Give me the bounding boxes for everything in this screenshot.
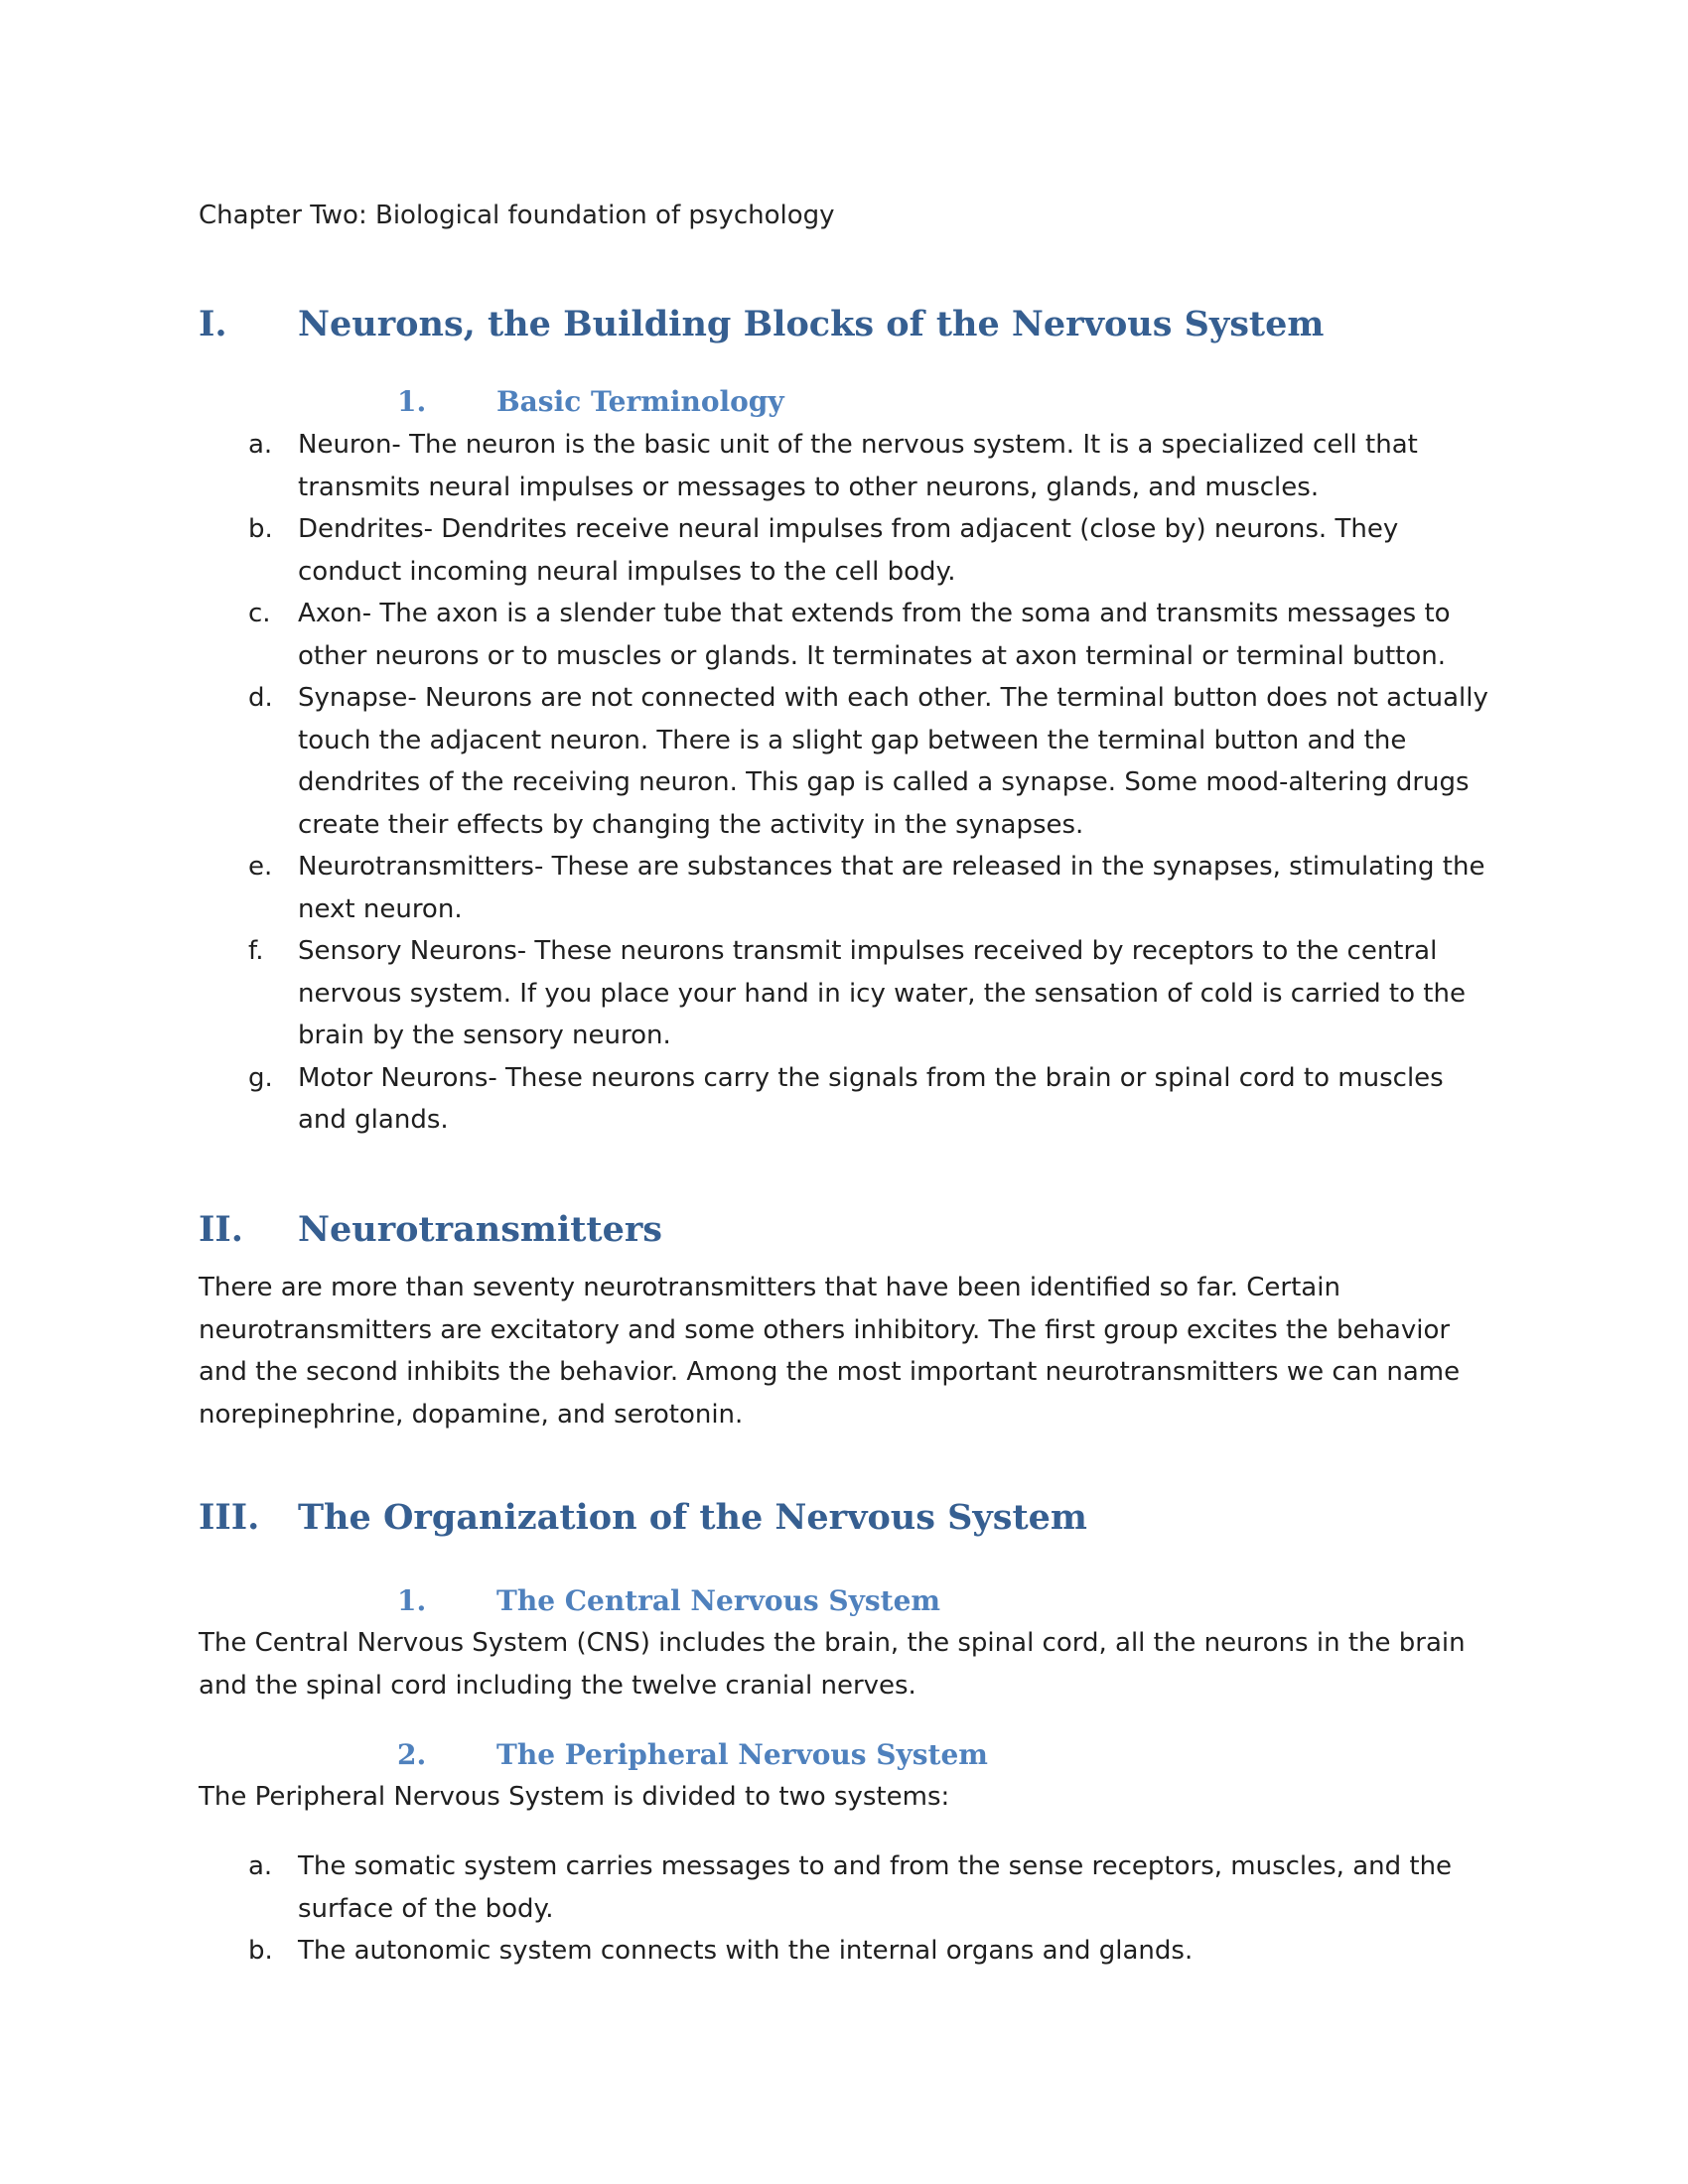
list-item: [199, 930, 1489, 1057]
section-2-title: Neurotransmitters: [298, 1209, 663, 1250]
list-marker: d.: [248, 683, 273, 713]
list-marker: a.: [248, 430, 273, 460]
list-item-text: The somatic system carries messages to and from the sense receptors, muscles, and the surface of the body.: [298, 1851, 1453, 1924]
list-marker: b.: [248, 1936, 273, 1966]
list-item-text: Sensory Neurons- These neurons transmit impulses received by receptors to the central nervous system. If you place your hand in icy water, the sensation of cold is carried to the brain by the sensory neuron.: [298, 936, 1466, 1050]
list-marker: c.: [248, 599, 271, 628]
list-item-text: The autonomic system connects with the internal organs and glands.: [298, 1936, 1194, 1966]
list-item-text: Axon- The axon is a slender tube that extends from the soma and transmits messages to other neurons or to muscles or glands. It terminates at axon terminal or terminal button.: [298, 599, 1451, 671]
pns-list: [199, 1845, 1489, 1973]
pns-paragraph: The Peripheral Nervous System is divided to two systems:: [199, 1782, 950, 1812]
list-item-text: Synapse- Neurons are not connected with each other. The terminal button does not actually touch the adjacent neuron. There is a slight gap between the terminal button and the dendrites of the receiving neuron. This gap is called a synapse. Some mood-altering drugs create their effects by changing the activity in the synapses.: [298, 683, 1488, 840]
list-item: [199, 677, 1489, 846]
neurotransmitters-paragraph: There are more than seventy neurotransmitters that have been identified so far. Certain neurotransmitters are excitatory and some others inhibitory. The first group excites the behavior and the second inhibits the behavior. Among the most important neurotransmitters we can name norepinephrine, dopamine, and serotonin.: [199, 1273, 1461, 1430]
subsection-3-1-number: 1.: [397, 1584, 427, 1617]
terminology-list: [199, 424, 1489, 1142]
subsection-1-1-title: Basic Terminology: [496, 385, 784, 418]
list-item: [199, 508, 1489, 593]
list-marker: g.: [248, 1062, 273, 1093]
subsection-1-1-number: 1.: [397, 385, 427, 418]
section-3-number: III.: [199, 1497, 260, 1538]
list-marker: a.: [248, 1851, 273, 1881]
list-item: [199, 1057, 1489, 1142]
list-marker: e.: [248, 852, 273, 882]
list-item-text: Motor Neurons- These neurons carry the signals from the brain or spinal cord to muscles and glands.: [298, 1062, 1444, 1135]
list-marker: f.: [248, 936, 264, 966]
section-1-heading: [199, 304, 1324, 344]
subsection-1-1-heading: [397, 385, 784, 418]
subsection-3-2-title: The Peripheral Nervous System: [496, 1738, 988, 1771]
section-1-number: I.: [199, 304, 227, 344]
subsection-3-1-title: The Central Nervous System: [496, 1584, 941, 1617]
section-3-title: The Organization of the Nervous System: [298, 1497, 1087, 1538]
section-3-heading: [199, 1497, 1087, 1538]
list-item: [199, 593, 1489, 677]
section-2-heading: [199, 1209, 662, 1250]
section-2-number: II.: [199, 1209, 243, 1250]
cns-paragraph: The Central Nervous System (CNS) includes the brain, the spinal cord, all the neurons in the brain and the spinal cord including the twelve cranial nerves.: [199, 1628, 1466, 1701]
subsection-3-2-heading: [397, 1738, 988, 1771]
subsection-3-1-heading: [397, 1584, 940, 1617]
subsection-3-2-number: 2.: [397, 1738, 427, 1771]
list-item: [199, 1930, 1489, 1973]
section-1-title: Neurons, the Building Blocks of the Nervous System: [298, 304, 1325, 344]
list-item-text: Dendrites- Dendrites receive neural impulses from adjacent (close by) neurons. They conduct incoming neural impulses to the cell body.: [298, 514, 1399, 587]
list-item-text: Neuron- The neuron is the basic unit of the nervous system. It is a specialized cell that transmits neural impulses or messages to other neurons, glands, and muscles.: [298, 430, 1418, 502]
list-item-text: Neurotransmitters- These are substances that are released in the synapses, stimulating the next neuron.: [298, 852, 1485, 924]
list-item: [199, 424, 1489, 508]
list-marker: b.: [248, 514, 273, 544]
chapter-title: Chapter Two: Biological foundation of psychology: [199, 201, 835, 230]
list-item: [199, 846, 1489, 930]
list-item: [199, 1845, 1489, 1930]
